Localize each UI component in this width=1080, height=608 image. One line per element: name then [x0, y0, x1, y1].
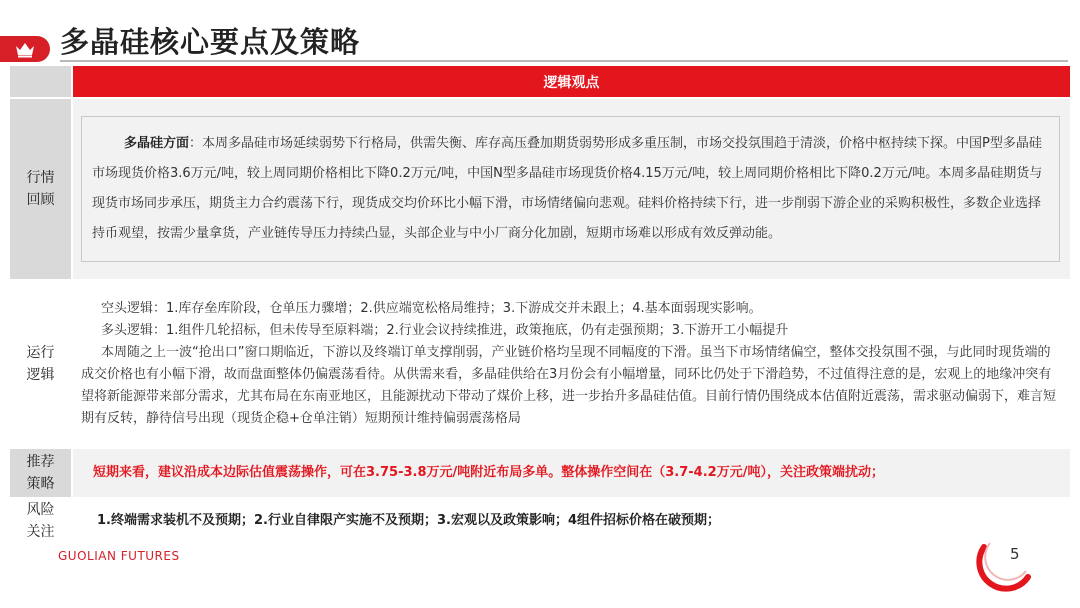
table-row-strategy: [10, 448, 1070, 498]
strategy-table: [10, 66, 1070, 545]
market-review-box: [81, 116, 1060, 262]
table-row-risk: [10, 498, 1070, 544]
brand-badge: [0, 36, 50, 62]
footer-brand: GUOLIAN FUTURES: [58, 549, 180, 563]
crown-icon: [14, 40, 36, 58]
row-label-logic: 运行逻辑: [10, 280, 72, 448]
table-row-logic: [10, 280, 1070, 448]
strategy-text: 短期来看，建议沿成本边际估值震荡操作，可在3.75-3.8万元/吨附近布局多单。整体操作空间在（3.7-4.2万元/吨），关注政策端扰动；: [72, 448, 1070, 498]
page-number: 5: [1010, 545, 1020, 563]
market-review-text: ：本周多晶硅市场延续弱势下行格局，供需失衡、库存高压叠加期货弱势形成多重压制，市场交投氛围趋于清淡，价格中枢持续下探。中国P型多晶硅市场现货价格3.6万元/吨，较上周同期价格相比下降0.2万元/吨，中国N型多晶硅市场现货价格4.15万元/吨，较上周同期价格相比下降0.2万元/吨。本周多晶硅期货与现货市场同步承压，期货主力合约震荡下行，现货成交均价环比小幅下滑，市场情绪偏向悲观。硅料价格持续下行，进一步削弱下游企业的采购积极性，多数企业选择持币观望，按需少量拿货，产业链传导压力持续凸显，头部企业与中小厂商分化加剧，短期市场难以形成有效反弹动能。: [92, 136, 1043, 241]
title-divider: [60, 60, 1068, 62]
row-label-strategy: 推荐策略: [10, 448, 72, 498]
market-review-lead: 多晶硅方面: [124, 136, 190, 151]
title-bar: [0, 0, 1080, 62]
table-row-market-review: [10, 98, 1070, 280]
row-label-risk: 风险关注: [10, 498, 72, 544]
page-arc-icon: [976, 533, 1036, 593]
row-label-market-review: 行情回顾: [10, 98, 72, 280]
logic-cell: [72, 280, 1070, 448]
bear-logic-text: 空头逻辑：1.库存垒库阶段，仓单压力骤增；2.供应端宽松格局维持；3.下游成交并未跟上；4.基本面弱现实影响。: [101, 301, 762, 316]
market-review-cell: [72, 98, 1070, 280]
table-header-row: [10, 66, 1070, 98]
bull-logic-text: 多头逻辑：1.组件几轮招标，但未传导至原料端；2.行业会议持续推进，政策拖底，仍有走强预期；3.下游开工小幅提升: [101, 323, 789, 338]
risk-text: 1.终端需求装机不及预期；2.行业自律限产实施不及预期；3.宏观以及政策影响；4组件招标价格在破预期；: [72, 498, 1070, 544]
logic-body-text: 本周随之上一波“抢出口”窗口期临近，下游以及终端订单支撑削弱，产业链价格均呈现不同幅度的下滑。虽当下市场情绪偏空，整体交投氛围不强，与此同时现货端的成交价格也有小幅下滑，故而盘面整体仍偏震荡看待。从供需来看，多晶硅供给在3月份会有小幅增量，同环比仍处于下滑趋势，不过值得注意的是，宏观上的地缘冲突有望将新能源带来部分需求，尤其布局在东南亚地区，且能源扰动下带动了煤价上移，进一步抬升多晶硅估值。目前行情仍围绕成本估值附近震荡，需求驱动偏弱下，难言短期有反转，静待信号出现（现货企稳+仓单注销）短期预计维持偏弱震荡格局: [81, 345, 1057, 426]
page-title: 多晶硅核心要点及策略: [60, 25, 361, 59]
page-number-badge: [976, 533, 1036, 593]
header-blank-cell: [10, 66, 72, 98]
column-header: 逻辑观点: [72, 66, 1070, 98]
